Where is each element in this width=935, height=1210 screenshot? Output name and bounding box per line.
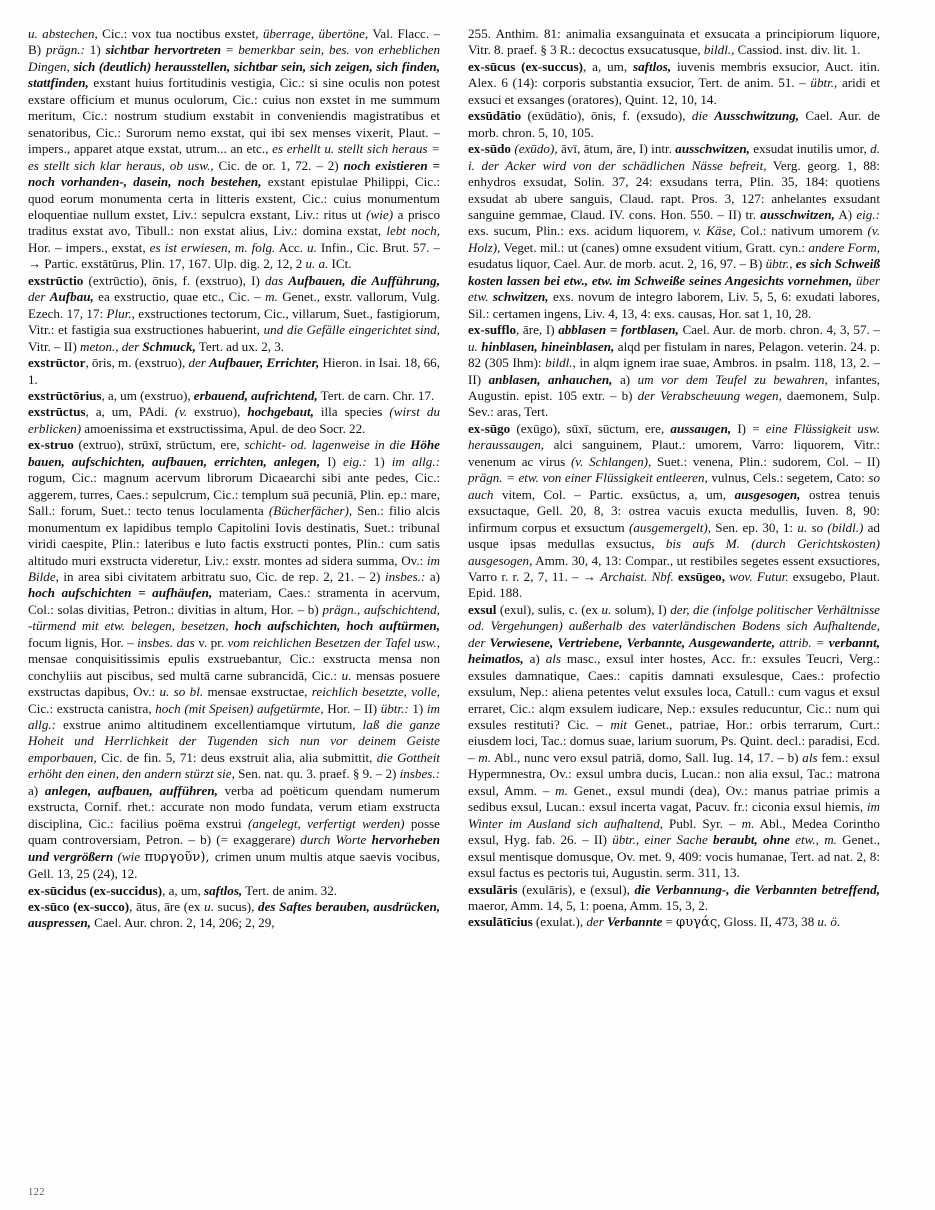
entry-text: crimen unum multis atque saevis vocibus, Gell. 13, 25 (24), 12. <box>28 848 440 882</box>
entry-text: Cael. Aur. de morb. chron. 5, 10, 105. <box>468 108 880 140</box>
entry-text: in area sibi civitatem arbitratu suo, Cic. de rep. 2, 21. – 2) <box>58 568 385 584</box>
entry-text: m. <box>741 815 755 831</box>
entry-text: der Verabscheuung wegen, <box>637 387 782 403</box>
entry-text: vom reichlichen Besetzen der Tafel usw., <box>227 634 440 650</box>
entry-text: (v. <box>174 404 188 420</box>
entry-text: (ausgemergelt), <box>629 519 712 535</box>
entry-text: Col.: nativum umorem <box>735 223 868 239</box>
headword-or-gloss: ex-sufflo <box>468 322 517 338</box>
dictionary-entry <box>468 141 880 322</box>
entry-text: materiam, Caes.: stramenta in acervum, Col.: solas divitias, Petron.: divitias in altum, Hor. – b) <box>28 585 440 617</box>
entry-text: durch Worte <box>300 832 372 848</box>
entry-text: bildl., <box>703 42 735 58</box>
entry-text: a) <box>612 371 638 387</box>
entry-text: Tert. de carn. Chr. 17. <box>317 387 435 403</box>
entry-text: Infin., Cic. Brut. 57. – → Partic. exstātūrus, Plin. 17, 167. Ulp. dig. 2, 12, 2 <box>28 239 440 272</box>
entry-text: (exūdo), <box>514 141 558 157</box>
entry-text: (Bücherfächer), <box>268 503 353 519</box>
entry-text: , ātus, āre (ex <box>129 899 205 915</box>
entry-text: die <box>691 108 715 124</box>
entry-text: 255. Anthim. 81: animalia exsanguinata et exsucata a principiorum liquore, Vitr. 8. praef. § 3 R.: decoctus exsucatusque, <box>468 26 880 58</box>
entry-text: (v. Schlangen), <box>570 453 652 469</box>
entry-text: a) <box>425 568 440 584</box>
page-columns <box>28 26 891 932</box>
entry-text: fem.: exsul Hypermnestra, Ov.: exsul umbra ducis, Lucan.: non alia exsul, Tac.: matrona exsul, Amm. – <box>468 749 880 798</box>
headword-or-gloss: ex-sūco (ex-succo) <box>28 899 130 915</box>
entry-text: das <box>265 272 289 288</box>
entry-text: mit <box>610 717 628 733</box>
entry-text: illa species <box>313 404 390 420</box>
entry-text: φυγάς <box>676 915 718 931</box>
dictionary-entry <box>28 355 440 388</box>
dictionary-entry <box>468 914 880 931</box>
headword-or-gloss: exsul <box>468 601 497 617</box>
entry-text: Genet., patriae, Hor.: orbis terrarum, Curt.: eiusdem loci, Tac.: domus suae, larium suorum, Ps. Quint. decl.: paradisi, Ecd. – <box>468 717 880 765</box>
headword-or-gloss: erbauend, aufrichtend, <box>193 387 318 403</box>
entry-text: , a, um (exstruo), <box>101 387 194 403</box>
entry-text: alci sanguinem, Plaut.: umorem, Varro: liquorem, Vitr.: venenum ac virus <box>468 437 880 469</box>
entry-text: (v. Holz), <box>468 223 881 255</box>
entry-text: masc., exsul inter hostes, Acc. fr.: exsules Teucri, Verg.: exsules damnatique, Caes.: capitis damnati exsulesque, Caes.: profectio exsulum, Nep.: aliena petentes velut exsules loca, Catull.: cum vagus et exsul erraret, Cic.: alqm exsulem iudicare, Nep.: exsules reducuntur, Cic.: num qui exsules restituti? Cic. – <box>468 651 880 733</box>
entry-text: im Bilde, <box>28 552 440 584</box>
entry-text: es ist erwiesen, m. folg. <box>149 239 276 255</box>
entry-text: Verg. georg. 1, 88: enhydros exsudat, Solin. 37, 24: exsudans terra, Plin. 35, 184: quotiens exsudat ab ubere sanguis, Claud. rapt. Pros. 3, 127: anhelantes exsudant sanguine gemmae, Claud. IV. cons. Hon. 550. – II) tr. <box>468 157 880 222</box>
entry-text: exstant huius fortitudinis vestigia, Cic.: si sine oculis non potest exstare officium et munus oculorum, Cic.: cuius non exstet in me summum meritum, Cic.: nostrum studium exstabit in conveniendis magistratibus et senatoribus, Cic.: Surorum nemo exstat, qui ibi sex menses vixerit, Plaut. – impers., apparet atque exstat, utrum... an etc., <box>28 75 440 157</box>
dictionary-entry <box>468 421 880 602</box>
entry-text: übtr., einer Sache <box>612 832 714 848</box>
entry-text: 1) <box>408 700 427 716</box>
headword-or-gloss: Aufbauen, die Aufführung, <box>288 272 440 288</box>
entry-text: etw., m. <box>789 832 837 848</box>
entry-text: und die Gefälle eingerichtet sind, <box>263 322 440 338</box>
entry-text: Cael. Aur. chron. 2, 14, 206; 2, 29, <box>90 915 275 931</box>
entry-text: eig.: <box>343 453 367 469</box>
entry-text: Cic. de or. 1, 72. – 2) <box>213 157 344 173</box>
entry-text: exstruo), <box>187 404 248 420</box>
entry-text: , a, um, PAdi. <box>85 404 175 420</box>
entry-text: im Winter im Ausland sich aufhaltend, <box>468 799 880 831</box>
headword-or-gloss: Ausschwitzung, <box>714 108 800 124</box>
entry-text: laß die ganze Hoheit und Herrlichkeit der Tugenden sich nun vor deinem Geiste emporbauen, <box>28 717 441 765</box>
page-number: 122 <box>28 1187 45 1198</box>
left-column <box>28 26 440 932</box>
entry-text: = <box>662 914 677 930</box>
entry-text: (extruo), strūxī, strūctum, ere, <box>73 437 245 453</box>
entry-text: exs. novum de integro laborem, Liv. 5, 5, 6: exudati labores, Sil.: certamen ingens, Liv. 4, 13, 4: exs. causas, Hor. sat 1, 10, 28. <box>468 289 880 321</box>
entry-text: Sen.: filio alcis monumentum ex lapidibus templo Capitolini Iovis destinatis, Suet.: tribunal viridi caespite, Plin.: lateribus e luto factis exstructi pontes, Plin.: cum satis altitudo muri exstructa videretur, Liv.: exstr. montes ad sidera summa, Ov.: <box>28 503 440 568</box>
entry-text: der <box>188 355 210 371</box>
entry-text: bemerkbar sein, bes. von erheblichen Dingen, <box>28 42 441 74</box>
headword-or-gloss: Verbannte <box>607 914 663 930</box>
entry-text: eig.: <box>856 206 880 222</box>
entry-text: Vitr. – II) <box>28 338 81 354</box>
entry-text: insbes.: <box>384 568 426 584</box>
headword-or-gloss: Schmuck, <box>142 338 196 354</box>
headword-or-gloss: exstrūctio <box>28 272 84 288</box>
headword-or-gloss: beraubt, ohne <box>713 832 790 848</box>
entry-text: die Gottheit erhöht den einen, den andern stürzt sie, <box>28 749 440 782</box>
entry-text: Hor. – II) <box>323 700 381 716</box>
entry-text: Plur., <box>106 305 135 321</box>
entry-text: u. so (bildl.) <box>797 519 864 535</box>
entry-text: exstructiones tectorum, Cic., villarum, Suet., fastigiorum, Vitr.: et fastigia sua exstructiones habuerint, <box>28 305 440 338</box>
entry-text: Publ. Syr. – <box>663 815 742 831</box>
entry-text: Genet., exsul mundi (dea), Ov.: manus patriae primis a sedibus exsul, Lucan.: exsul incerta vagat, Pacuv. fr.: ciconia exsul hiemis, <box>468 782 880 815</box>
headword-or-gloss: Höhe bauen, aufschichten, aufbauen, errichten, anlegen, <box>28 437 440 469</box>
headword-or-gloss: ex-sūdo <box>468 141 511 157</box>
headword-or-gloss: saftlos, <box>204 882 243 898</box>
entry-text: in alqm ignem irae suae, Ambros. in psalm. 118, 13, 2. – II) <box>468 355 880 387</box>
entry-text: Veget. mil.: ut (canes) omne exsudent vitium, Gratt. cyn.: <box>500 239 809 255</box>
entry-text: übtr.: <box>380 700 409 716</box>
entry-text: , a, um, <box>162 882 205 898</box>
headword-or-gloss: ausschwitzen, <box>675 141 750 157</box>
headword-or-gloss: hoch aufschichten, hoch auftürmen, <box>234 618 440 634</box>
entry-text: über etw. <box>468 272 880 305</box>
entry-continuation <box>468 26 880 59</box>
headword-or-gloss: Aufbau, <box>49 289 94 305</box>
dictionary-entry <box>28 404 440 437</box>
entry-text: bis aufs M. (durch Gerichtskosten) ausgesogen, <box>468 536 880 568</box>
entry-text: a) <box>28 782 45 798</box>
entry-text: prägn. = etw. von einer Flüssigkeit entleeren, <box>468 470 708 486</box>
entry-text: mensas posuere exstructas dapibus, Ov.: <box>28 667 440 700</box>
entry-text: Genet., exstr. vallorum, Vulg. Ezech. 17, 17: <box>28 289 440 321</box>
entry-text: u. <box>601 601 612 617</box>
entry-text: , Gloss. II, 473, 38 <box>717 914 818 930</box>
entry-text: u. so bl. <box>159 684 204 700</box>
entry-text: m. <box>555 782 568 798</box>
headword-or-gloss: abblasen = fortblasen, <box>558 322 679 338</box>
entry-text: iuvenis membris exsucior, Auct. itin. Alex. 6 (14): corporis substantia exsucior, Tert. de anim. 51. – <box>468 58 881 91</box>
entry-text: schicht- od. lagenweise in die <box>244 437 411 453</box>
entry-text: u. <box>307 239 317 255</box>
entry-text: āvī, ātum, āre, I) intr. <box>557 141 676 157</box>
entry-text: meton., der <box>80 338 143 354</box>
entry-text: Amm. 30, 4, 13: Compar., ut restibiles segetes essent exsuctiores, Varro r. r. 2, 7, 11. – → <box>468 552 880 584</box>
entry-text: insbes.: <box>399 766 440 782</box>
headword-or-gloss: ausgesogen, <box>734 486 801 502</box>
headword-or-gloss: im Schweiße seines Angesichts vornehmen, <box>616 272 853 288</box>
entry-text: eine Flüssigkeit usw. heraussaugen, <box>468 420 880 453</box>
entry-text: Hieron. in Isai. 18, 66, 1. <box>28 355 440 387</box>
headword-or-gloss: exsulātīcius <box>468 914 533 930</box>
headword-or-gloss: verbannt, heimatlos, <box>468 634 881 667</box>
entry-text: (exūdātio), ōnis, f. (exsudo), <box>521 108 692 124</box>
entry-text: exs. sucum, Plin.: exs. acidum liquorem, <box>468 223 694 239</box>
entry-text: , āre, I) <box>516 322 559 338</box>
headword-or-gloss: exsulāris <box>468 881 518 897</box>
headword-or-gloss: ex-sūcus (ex-succus) <box>468 58 583 74</box>
entry-text: amoenissima et exstructissima, Apul. de deo Socr. 22. <box>81 420 366 436</box>
entry-text: u. <box>468 338 478 354</box>
dictionary-entry <box>468 322 880 421</box>
entry-text: um vor dem Teufel zu bewahren, <box>637 371 828 387</box>
headword-or-gloss: anblasen, anhauchen, <box>488 371 613 387</box>
entry-text: infantes, Augustin. epist. 105 extr. – b) <box>468 371 881 403</box>
headword-or-gloss: exsūgeo, <box>678 568 725 584</box>
headword-or-gloss: hervorheben und vergrößern <box>28 832 440 864</box>
entry-continuation <box>28 26 440 273</box>
entry-text: (wirst du erblicken) <box>28 404 440 436</box>
entry-text: 1) <box>366 453 392 469</box>
entry-text: Acc. <box>275 239 308 255</box>
entry-text: ostrea tenuis exsuctaque, Gell. 20, 8, 3: ostrea vacuis exucta medullis, Iuven. 8, 90: infirmum corpus et exsuctum <box>468 486 880 535</box>
entry-text: (angelegt, verfertigt werden) <box>248 815 405 831</box>
dictionary-entry <box>468 602 880 882</box>
dictionary-entry <box>28 273 440 355</box>
entry-text: Archaist. Nbf. <box>600 568 674 584</box>
headword-or-gloss: anlegen, aufbauen, aufführen, <box>44 782 218 798</box>
headword-or-gloss: ausschwitzen, <box>760 206 835 222</box>
entry-text: solum), I) <box>611 601 671 617</box>
entry-text: , ōris, m. (exstruo), <box>85 355 189 371</box>
dictionary-entry <box>468 59 880 108</box>
entry-text: v. pr. <box>194 634 228 650</box>
entry-text: Cael. Aur. de morb. chron. 4, 3, 57. – <box>678 322 880 338</box>
dictionary-entry <box>28 437 440 882</box>
entry-text: exsugebo, Plaut. Epid. 188. <box>468 568 880 601</box>
entry-text: ICt. <box>328 256 352 272</box>
entry-text: maeror, Amm. 14, 5, 1: poena, Amm. 15, 3, 2. <box>468 898 709 914</box>
headword-or-gloss: hochgebaut, <box>247 404 314 420</box>
entry-text: wov. Futur. <box>729 568 789 584</box>
entry-text: I) = <box>731 420 766 436</box>
entry-text: Tert. ad ux. 2, 3. <box>195 338 285 354</box>
entry-text: ea exstructio, quae etc., Cic. – <box>93 289 266 305</box>
entry-text: der <box>586 914 607 930</box>
headword-or-gloss: ex-sūgo <box>468 420 511 436</box>
headword-or-gloss: Aufbauer, Errichter, <box>209 355 320 371</box>
entry-text: m. <box>478 749 492 765</box>
entry-text: der, die (infolge politischer Verhältnisse od. Vergehungen) außerhalb des vaterländischen Bodens sich Aufhaltende, der <box>468 601 880 650</box>
entry-text: d. i. der Acker wird von der schädlichen Nässe befreit, <box>468 141 880 173</box>
entry-text: prägn.: <box>45 42 85 58</box>
entry-text: u. abstechen, <box>28 26 98 41</box>
entry-text: im allg.: <box>391 453 440 469</box>
entry-text: (extrūctio), ōnis, f. (exstruo), I) <box>83 272 265 288</box>
entry-text: (wie) <box>366 206 394 222</box>
entry-text: u. <box>341 667 352 683</box>
entry-text: v. Käse, <box>693 223 736 239</box>
entry-text: es erhellt u. stellt sich heraus = es stellt sich klar heraus, ob usw., <box>28 141 440 173</box>
entry-text: im allg.: <box>28 700 440 733</box>
entry-text: vulnus, Cels.: segetem, Cato: <box>707 470 869 486</box>
entry-text: hoch (mit Speisen) aufgetürmte, <box>155 700 324 716</box>
entry-text: Suet.: venena, Plin.: sudorem, Col. – II) <box>651 453 880 469</box>
entry-text: a) <box>523 651 546 667</box>
entry-text: der <box>28 289 50 305</box>
entry-text: andere Form, <box>808 239 881 255</box>
entry-text: A) <box>834 206 857 222</box>
entry-text: exstrue animo altitudinem excellentiamque virtutum, <box>56 717 363 733</box>
entry-text: aridi et exsuci et exsanges (oratores), Quint. 12, 10, 14. <box>468 75 880 107</box>
dictionary-entry <box>468 882 880 915</box>
entry-text: Genet., exsul mentisque domusque, Ov. met. 9, 409: vocis humanae, Tert. ad nat. 2, 8: exsul factus es pectoris tui, Augustin. serm. 311, 13. <box>468 832 880 881</box>
entry-text: als <box>802 749 818 765</box>
entry-text: Cic. de fin. 5, 71: deus exstruit alia, alia submittit, <box>96 749 377 765</box>
entry-text: m. <box>265 289 278 305</box>
entry-text: focum lignis, Hor. – <box>28 634 138 650</box>
entry-text: = <box>221 42 239 58</box>
entry-text: mensae conquisitissimis epulis exstruebantur, Cic.: exstructa mensa non conchyliis aut piscibus, sed multā carne subrancidā, Cic.: <box>28 651 440 683</box>
entry-text: (wie <box>113 848 141 864</box>
right-column <box>468 26 880 932</box>
headword-or-gloss: exstrūctus <box>28 404 86 420</box>
headword-or-gloss: sichtbar hervortreten <box>105 42 222 58</box>
entry-text: rogum, Cic.: magnum acervum librorum Dicaearchi sibi ante pedes, Cic.: aggerem, turres, Caes.: sepulcrum, Cic.: templum suā pecuniā, Plin. ep.: mare, Sall.: forum, Suet.: tecto tenus loculamenta <box>28 470 440 519</box>
headword-or-gloss: ex-sūcidus (ex-succidus) <box>28 882 163 898</box>
entry-text: Cassiod. inst. div. lit. 1. <box>734 42 861 58</box>
headword-or-gloss: hoch aufschichten = aufhäufen, <box>28 585 213 601</box>
entry-text: (exul), sulis, c. (ex <box>496 601 602 617</box>
entry-text: Tert. de anim. 32. <box>242 882 338 898</box>
headword-or-gloss: es sich Schweiß kosten lassen bei etw., etw. <box>468 256 880 288</box>
entry-text: Abl., Medea Corintho exsul, Hyg. fab. 26. – II) <box>468 815 880 848</box>
headword-or-gloss: exsūdātio <box>468 108 522 124</box>
headword-or-gloss: noch existieren = noch vorhanden-, dasein, noch bestehen, <box>28 157 440 190</box>
headword-or-gloss: sich (deutlich) herausstellen, sichtbar sein, sich zeigen, sich finden, stattfinden, <box>28 58 440 91</box>
headword-or-gloss: saftlos, <box>632 58 672 74</box>
entry-text: verba ad poëticum quendam numerum exstructa, Cornif. rhet.: accurate non modo fundata, verum etiam exstructa disciplina, Cic.: facilius poëma exstrui <box>28 782 440 831</box>
entry-text: (exulat.), <box>532 914 587 930</box>
entry-text: u. a. <box>305 256 329 272</box>
entry-text: insbes. das <box>137 634 195 650</box>
entry-text: mensae exstructae, <box>203 684 312 700</box>
headword-or-gloss: exstrūctor <box>28 355 86 371</box>
entry-text: Cic.: vox tua noctibus exstet, <box>97 26 263 41</box>
entry-text: exsudat inutilis umor, <box>749 141 871 157</box>
entry-text: Cic.: exstructa canistra, <box>28 700 156 716</box>
entry-text: attrib. = <box>775 634 829 650</box>
entry-text: sucus), <box>213 899 259 915</box>
entry-text: , a, um, <box>582 58 633 74</box>
entry-text: prägn., aufschichtend, -türmend mit etw. belegen, besetzen, <box>28 601 440 634</box>
headword-or-gloss: des Saftes berauben, ausdrücken, auspressen, <box>28 899 441 931</box>
dictionary-entry <box>28 388 440 404</box>
entry-text: Val. Flacc. – B) <box>28 26 440 58</box>
entry-text: 1) <box>84 42 106 58</box>
entry-text: so auch <box>468 470 880 502</box>
entry-text: ad usque ipsas medullas exsuctus, <box>468 519 880 552</box>
entry-text: posse quam controversiam, Petron. – b) (= exaggerare) <box>28 815 440 848</box>
headword-or-gloss: die Verbannung-, die Verbannten betreffend, <box>634 881 880 897</box>
entry-text: übtr., <box>810 75 838 91</box>
entry-text: Hor. – impers., exstat, <box>28 239 150 255</box>
entry-text: esudatus liquor, Cael. Aur. de morb. acut. 2, 16, 97. – B) <box>468 256 766 272</box>
entry-text: u. <box>204 899 214 915</box>
entry-text: exstant epistulae Philippi, Cic.: quod eorum monumenta certa in litteris exstent, Cic.: cuius monumentum eloquentiae nullum exstet, Liv.: sepulcra exstant, Liv.: ritus ut <box>28 174 440 222</box>
dictionary-entry <box>28 899 440 932</box>
entry-text: (exūgo), sūxī, sūctum, ere, <box>510 420 671 436</box>
entry-text: Abl., nunc vero exsul patriā, domo, Sall. Iug. 14, 17. – b) <box>491 749 803 765</box>
entry-text: u. ö. <box>817 914 841 930</box>
headword-or-gloss: aussaugen, <box>670 420 732 436</box>
headword-or-gloss: Verwiesene, Vertriebene, Verbannte, Ausgewanderte, <box>489 634 776 650</box>
headword-or-gloss: hinblasen, hineinblasen, <box>481 338 615 354</box>
entry-text: bildl., <box>545 355 576 371</box>
dictionary-entry <box>468 108 880 141</box>
entry-text: daemonem, Sulp. Sev.: aras, Tert. <box>468 387 880 420</box>
entry-text: vitem, Col. – Partic. exsūctus, a, um, <box>493 486 735 502</box>
entry-text: überrage, übertöne, <box>262 26 369 41</box>
entry-text: übtr., <box>765 256 796 272</box>
entry-text: alqd per fistulam in nares, Pelagon. veterin. 24. p. 82 (305 Ihm): <box>468 338 880 371</box>
entry-text: als <box>545 651 561 667</box>
headword-or-gloss: exstrūctōrius <box>28 387 102 403</box>
entry-text: lebt noch, <box>386 223 440 239</box>
entry-text: Sen. nat. qu. 3. praef. § 9. – 2) <box>234 766 400 782</box>
entry-text: I) <box>320 453 344 469</box>
entry-text: πυργοῦν), <box>144 849 215 865</box>
entry-text: a prisco traditus exstat avo, Tibull.: non exstat alius, Liv.: domina exstat, <box>28 206 440 239</box>
entry-text: reichlich besetzte, volle, <box>311 684 440 700</box>
headword-or-gloss: schwitzen, <box>492 289 549 305</box>
entry-text: (exulāris), e (exsul), <box>517 881 635 897</box>
headword-or-gloss: ex-struo <box>28 437 74 453</box>
dictionary-entry <box>28 883 440 899</box>
entry-text: Sen. ep. 30, 1: <box>711 519 798 535</box>
